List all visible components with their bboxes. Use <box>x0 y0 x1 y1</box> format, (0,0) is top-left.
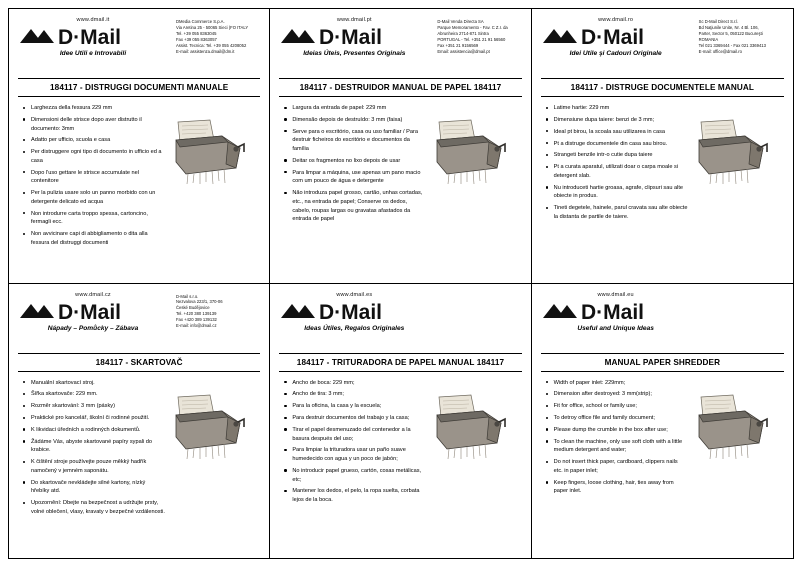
address-line: Parter, Sector 5, 050122 Bucureşti <box>698 30 763 36</box>
address-line: Bd Naţiunile Unite, Nr. 4 Bl. 106, <box>698 24 759 30</box>
address-line: PORTUGAL - Tel. +351 21 91 56560 <box>437 36 506 42</box>
address-line: Tel. +39 055 8363045 <box>176 30 217 36</box>
address-line: Email: assistencia@dmail.pt <box>437 48 490 54</box>
feature-item: K likvidaci úředních a rodinných dokumentů. <box>27 426 165 435</box>
address-line: E-mail: office@dmail.ro <box>698 48 742 54</box>
language-panel-cz <box>9 284 270 559</box>
panel-header <box>18 290 260 348</box>
feature-item: Ancho de boca: 229 mm; <box>288 379 426 388</box>
svg-text:D·Mail: D·Mail <box>580 300 644 324</box>
address-line: Parque Memoramento - Fav. C Z.I. da <box>437 24 508 30</box>
panel-header <box>279 290 521 348</box>
panel-header <box>541 290 784 348</box>
feature-item: No introducir papel grueso, cartón, cosas metálicas, etc; <box>288 467 426 484</box>
company-address <box>168 15 260 55</box>
panel-header <box>541 15 784 73</box>
feature-item: Larghezza della fessura 229 mm <box>27 104 165 113</box>
brand-tagline: Ideias Úteis, Presentes Originais <box>303 50 406 57</box>
brand-block <box>541 290 691 332</box>
feature-item: Para destruir documentos del trabajo y la casa; <box>288 414 426 423</box>
feature-item: Width of paper inlet: 229mm; <box>550 379 688 388</box>
feature-list <box>279 379 426 555</box>
svg-text:D·Mail: D·Mail <box>58 300 121 324</box>
address-line: Fax +420 389 139132 <box>176 317 217 323</box>
product-title: 184117 - DESTRUIDOR MANUAL DE PAPEL 184117 <box>279 78 521 97</box>
company-address <box>429 290 521 294</box>
brand-tagline: Idei Utile şi Cadouri Originale <box>569 50 662 57</box>
feature-list <box>279 104 426 279</box>
feature-item: Rozměr skartování: 3 mm (pásky) <box>27 402 165 411</box>
feature-item: Nu introduceti hartie groasa, agrafe, clipsuri sau alte obiecte in produs. <box>550 184 688 201</box>
panel-grid <box>8 8 794 559</box>
address-line: České Budějovice <box>176 305 210 311</box>
brand-tagline: Idee Utili e Introvabili <box>59 50 127 57</box>
language-panel-es <box>270 284 531 559</box>
feature-item: Deitar os fragmentos no lixo depois de usar <box>288 157 426 166</box>
panel-body <box>279 379 521 555</box>
address-line: Fax +351 21 9156569 <box>437 42 479 48</box>
feature-item: Non avvicinare capi di abbigliamento o dita alla fessura del distruggi documenti <box>27 230 165 247</box>
brand-block <box>18 290 168 332</box>
feature-item: Tineti degetele, hainele, parul cravata sau alte obiecte la distanta de partile de taiere. <box>550 204 688 221</box>
feature-item: Manuální skartovací stroj. <box>27 379 165 388</box>
panel-body <box>279 104 521 279</box>
address-line: E-mail: assistenza.dmail@dm.it <box>176 48 235 54</box>
feature-item: Dimension after destroyed: 3 mm(strip); <box>550 390 688 399</box>
company-address <box>691 290 784 294</box>
feature-item: Praktické pro kancelář, školní či rodinné použití. <box>27 414 165 423</box>
website-url: www.dmail.it <box>76 17 110 23</box>
feature-item: Mantener los dedos, el pelo, la ropa suelta, corbata lejos de la boca. <box>288 487 426 504</box>
dmail-logo <box>18 299 168 323</box>
feature-item: Largura da entrada de papel: 229 mm <box>288 104 426 113</box>
address-line: D-Mail s.r.o. <box>176 293 199 299</box>
feature-item: Dimensioni delle strisce dopo aver distrutto il documento: 3mm <box>27 116 165 133</box>
panel-body <box>18 104 260 279</box>
address-line: Tel 021 3369444 - Fax 021 3369413 <box>698 42 766 48</box>
address-line: Assist. Tecnica: Tel. +39 055 4208052 <box>176 42 247 48</box>
brand-block <box>279 290 429 332</box>
language-panel-pt <box>270 9 531 284</box>
panel-header <box>18 15 260 73</box>
product-title: 184117 - SKARTOVAČ <box>18 353 260 372</box>
dmail-logo <box>279 24 429 48</box>
product-title: 184117 - DISTRUGGI DOCUMENTI MANUALE <box>18 78 260 97</box>
feature-item: Pt a curata aparatul, utilizati doar o carpa moale si detergent slab. <box>550 163 688 180</box>
feature-item: Ancho de tira: 3 mm; <box>288 390 426 399</box>
feature-item: Para limpar a máquina, use apenas um pano macio com um pouco de água e detergente <box>288 169 426 186</box>
feature-item: Para limpiar la trituradora usar un paño suave humedecido con agua y un poco de jabón; <box>288 446 426 463</box>
feature-item: Please dump the crumble in the box after use; <box>550 426 688 435</box>
panel-header <box>279 15 521 73</box>
feature-list <box>541 104 688 279</box>
dmail-logo <box>18 24 168 48</box>
svg-text:D·Mail: D·Mail <box>580 26 644 49</box>
language-panel-ro <box>532 9 793 284</box>
panel-body <box>18 379 260 555</box>
website-url: www.dmail.pt <box>336 17 372 23</box>
feature-list <box>18 379 165 555</box>
svg-text:D·Mail: D·Mail <box>58 26 121 49</box>
address-line: Via Aretina 25 - 50065 Sieci (FO ITALY <box>176 24 249 30</box>
website-url: www.dmail.eu <box>597 291 634 298</box>
feature-item: K čištění stroje používejte pouze měkký hadřík namočený v jemném saponátu. <box>27 458 165 475</box>
feature-item: Fit for office, school or family use; <box>550 402 688 411</box>
feature-item: Žádáme Vás, abyste skartované papíry sypali do krabice. <box>27 438 165 455</box>
feature-item: Para la oficina, la casa y la escuela; <box>288 402 426 411</box>
feature-list <box>541 379 688 555</box>
company-address <box>168 290 260 330</box>
website-url: www.dmail.cz <box>75 291 111 298</box>
feature-item: Tirar el papel desmenuzado del contenedor a la basura después del uso; <box>288 426 426 443</box>
address-line: D-Mail Venda Directa SA <box>437 19 484 24</box>
feature-list <box>18 104 165 279</box>
product-title: MANUAL PAPER SHREDDER <box>541 353 784 372</box>
dmail-logo <box>541 299 691 323</box>
brand-block <box>541 15 691 57</box>
svg-text:D·Mail: D·Mail <box>319 26 383 49</box>
address-line: Sc D-Mail Direct S.r.l. <box>698 19 739 24</box>
company-address <box>429 15 521 55</box>
feature-item: Dopo l'uso gettare le strisce accumulate nel contenitore <box>27 169 165 186</box>
feature-item: Per distruggere ogni tipo di documento in ufficio ed a casa <box>27 148 165 165</box>
feature-item: To clean the machine, only use soft cloth with a little medium detergent and water; <box>550 438 688 455</box>
brand-tagline: Nápady – Pomůcky – Zábava <box>47 324 139 332</box>
product-title: 184117 - DISTRUGE DOCUMENTELE MANUAL <box>541 78 784 97</box>
dmail-logo <box>279 299 429 323</box>
brand-block <box>18 15 168 57</box>
address-line: Fax +39 055 8363057 <box>176 36 217 42</box>
product-figure <box>169 379 247 555</box>
address-line: DMedia Commerce S.p.A. <box>176 19 225 24</box>
dmail-logo <box>541 24 691 48</box>
feature-item: Latime hartie: 229 mm <box>550 104 688 113</box>
address-line: ROMANIA <box>698 36 719 42</box>
brand-tagline: Useful and Unique Ideas <box>577 324 654 332</box>
svg-text:D·Mail: D·Mail <box>319 300 383 324</box>
panel-body <box>541 104 784 279</box>
feature-item: Do skartovače nevkládejte silné kartony, nízký hřebíky atd. <box>27 479 165 496</box>
language-panel-eu <box>532 284 793 559</box>
feature-item: Serve para o escritório, casa ou uso familiar / Para destruir ficheiros do escritório e documentos da família <box>288 128 426 154</box>
feature-item: Não introduza papel grosso, cartão, unhas cortadas, etc., na entrada de papel; Conserve os dedos, cabelo, roupas largas ou gravatas afastados da entrada de papel <box>288 189 426 224</box>
product-figure <box>692 104 770 279</box>
brand-block <box>279 15 429 57</box>
feature-item: Ideal pt birou, la scoala sau utilizarea in casa <box>550 128 688 137</box>
brand-tagline: Ideas Útiles, Regalos Originales <box>304 324 405 332</box>
feature-item: Keep fingers, loose clothing, hair, ties away from paper inlet. <box>550 479 688 496</box>
feature-item: Do not insert thick paper, cardboard, clippers nails etc. in paper inlet; <box>550 458 688 475</box>
website-url: www.dmail.es <box>336 291 373 298</box>
feature-item: To detroy office file and family document; <box>550 414 688 423</box>
address-line: E-mail: info@dmail.cz <box>176 323 217 329</box>
feature-item: Dimensiune dupa taiere: benzi de 3 mm; <box>550 116 688 125</box>
feature-item: Upozornění: Dbejte na bezpečnost a udržujte prsty, volné oblečení, vlasy, kravaty v bezpečné vzdálenosti. <box>27 499 165 516</box>
feature-item: Šířka skartovače: 229 mm. <box>27 390 165 399</box>
product-figure <box>169 104 247 279</box>
feature-item: Adatto per ufficio, scuola e casa <box>27 136 165 145</box>
product-figure <box>692 379 770 555</box>
language-panel-it <box>9 9 270 284</box>
product-figure <box>430 104 508 279</box>
product-figure <box>430 379 508 555</box>
product-title: 184117 - TRITURADORA DE PAPEL MANUAL 184117 <box>279 353 521 372</box>
feature-item: Strangeti benzile intr-o cutie dupa taiere <box>550 151 688 160</box>
address-line: Tel. +420 380 139139 <box>176 311 217 317</box>
address-line: Nezvalova 223/1, 370-06 <box>176 299 223 305</box>
address-line: Abrunheira 2714-871 Sintra <box>437 30 489 36</box>
feature-item: Non introdurre carta troppo spessa, cartoncino, fermagli ecc. <box>27 210 165 227</box>
feature-item: Per la pulizia usare solo un panno morbido con un detergente delicato ed acqua <box>27 189 165 206</box>
website-url: www.dmail.ro <box>598 17 634 23</box>
panel-body <box>541 379 784 555</box>
feature-item: Dimensão depois de destruído: 3 mm (faixa) <box>288 116 426 125</box>
feature-item: Pt a distruge documentele din casa sau birou. <box>550 140 688 149</box>
company-address <box>691 15 784 55</box>
